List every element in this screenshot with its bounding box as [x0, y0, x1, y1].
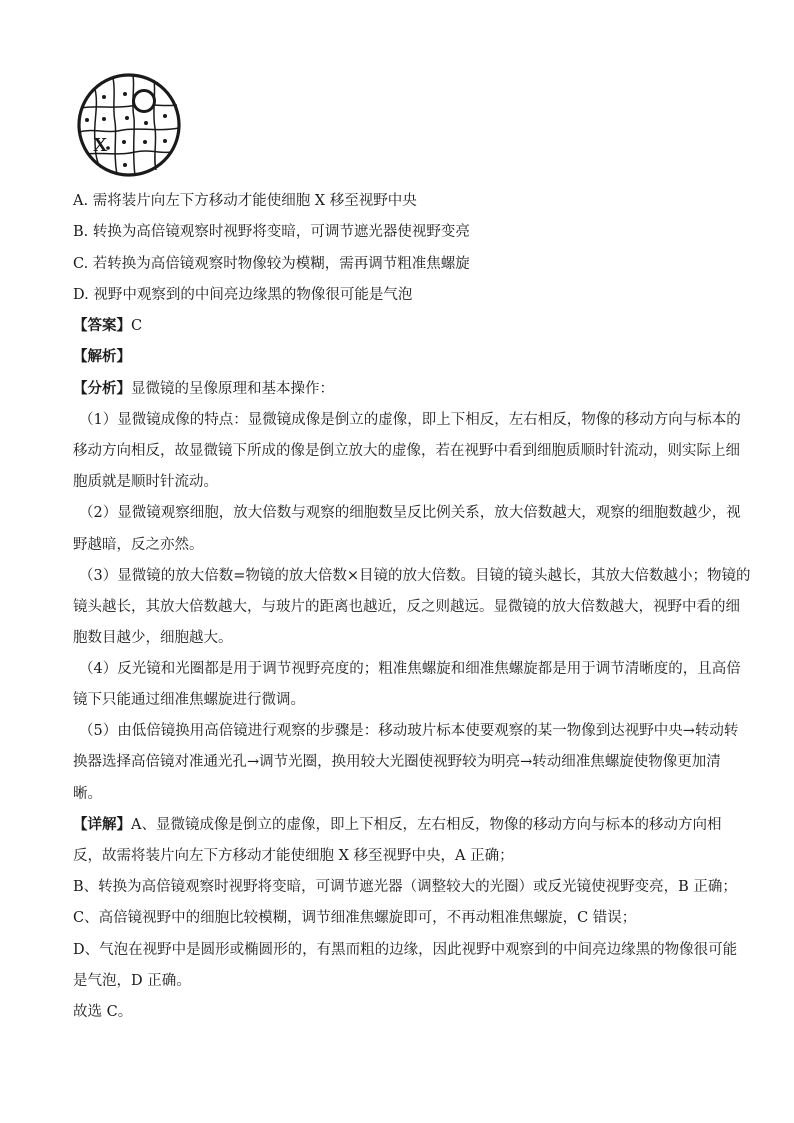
field-of-view-circle — [79, 75, 179, 175]
point-line: （2）显微镜观察细胞，放大倍数与观察的细胞数呈反比例关系，放大倍数越大，观察的细胞数越少，视 — [79, 505, 741, 521]
option-b: B. 转换为高倍镜观察时视野将变暗，可调节遮光器使视野变亮 — [73, 224, 470, 240]
point-line: 移动方向相反，故显微镜下所成的像是倒立放大的虚像，若在视野中看到细胞质顺时针流动，则实际上细 — [73, 443, 740, 459]
detail-line: C、高倍镜视野中的细胞比较模糊，调节细准焦螺旋即可，不再动粗准焦螺旋，C 错误； — [73, 910, 637, 926]
point-line: 晰。 — [73, 786, 102, 802]
point-line: 野越暗，反之亦然。 — [73, 537, 204, 553]
option-a: A. 需将装片向左下方移动才能使细胞 X 移至视野中央 — [73, 193, 417, 209]
answer-label: 【答案】 — [73, 317, 131, 334]
conclusion-line: 故选 C。 — [73, 1004, 133, 1020]
fenxi-text: 显微镜的呈像原理和基本操作： — [131, 381, 334, 397]
option-d: D. 视野中观察到的中间亮边缘黑的物像很可能是气泡 — [73, 287, 413, 303]
answer-line — [73, 316, 723, 336]
detail-line — [73, 815, 723, 835]
option-c: C. 若转换为高倍镜观察时物像较为模糊，需再调节粗准焦螺旋 — [73, 256, 470, 272]
point-line: 胞质就是顺时针流动。 — [73, 474, 218, 490]
analysis-label: 【解析】 — [73, 348, 131, 365]
point-line: （5）由低倍镜换用高倍镜进行观察的步骤是：移动玻片标本使要观察的某一物像到达视野中央→转动转 — [79, 723, 739, 739]
point-line: 胞数目越少，细胞越大。 — [73, 630, 233, 646]
analysis-heading — [73, 347, 723, 367]
point-line: （4）反光镜和光圈都是用于调节视野亮度的；粗准焦螺旋和细准焦螺旋都是用于调节清晰度的，且高倍 — [79, 661, 741, 677]
detail-line: 反，故需将装片向左下方移动才能使细胞 X 移至视野中央，A 正确； — [73, 848, 514, 864]
detail-line: B、转换为高倍镜观察时视野将变暗，可调节遮光器（调整较大的光圈）或反光镜使视野变亮，B 正确； — [73, 879, 737, 895]
fenxi-label: 【分析】 — [73, 380, 131, 397]
point-line: （1）显微镜成像的特点：显微镜成像是倒立的虚像，即上下相反，左右相反，物像的移动方向与标本的 — [79, 412, 741, 428]
microscope-field-figure — [73, 72, 185, 178]
fenxi-line — [73, 379, 723, 399]
point-line: （3）显微镜的放大倍数=物镜的放大倍数×目镜的放大倍数。目镜的镜头越长，其放大倍数越小；物镜的 — [79, 568, 751, 584]
detail-label: 【详解】 — [73, 816, 131, 833]
cell-x-label: X — [93, 134, 108, 156]
point-line: 镜头越长，其放大倍数越大，与玻片的距离也越近，反之则越远。显微镜的放大倍数越大，视野中看的细 — [73, 599, 740, 615]
detail-first-text: A、显微镜成像是倒立的虚像，即上下相反，左右相反，物像的移动方向与标本的移动方向相 — [131, 817, 722, 833]
point-line: 换器选择高倍镜对准通光孔→调节光圈，换用较大光圈使视野较为明亮→转动细准焦螺旋使物像更加清 — [73, 754, 721, 770]
detail-line: 是气泡，D 正确。 — [73, 973, 191, 989]
answer-value: C — [131, 318, 143, 334]
air-bubble — [134, 91, 155, 112]
detail-line: D、气泡在视野中是圆形或椭圆形的，有黑而粗的边缘，因此视野中观察到的中间亮边缘黑的物像很可能 — [73, 942, 738, 958]
point-line: 镜下只能通过细准焦螺旋进行微调。 — [73, 692, 305, 708]
